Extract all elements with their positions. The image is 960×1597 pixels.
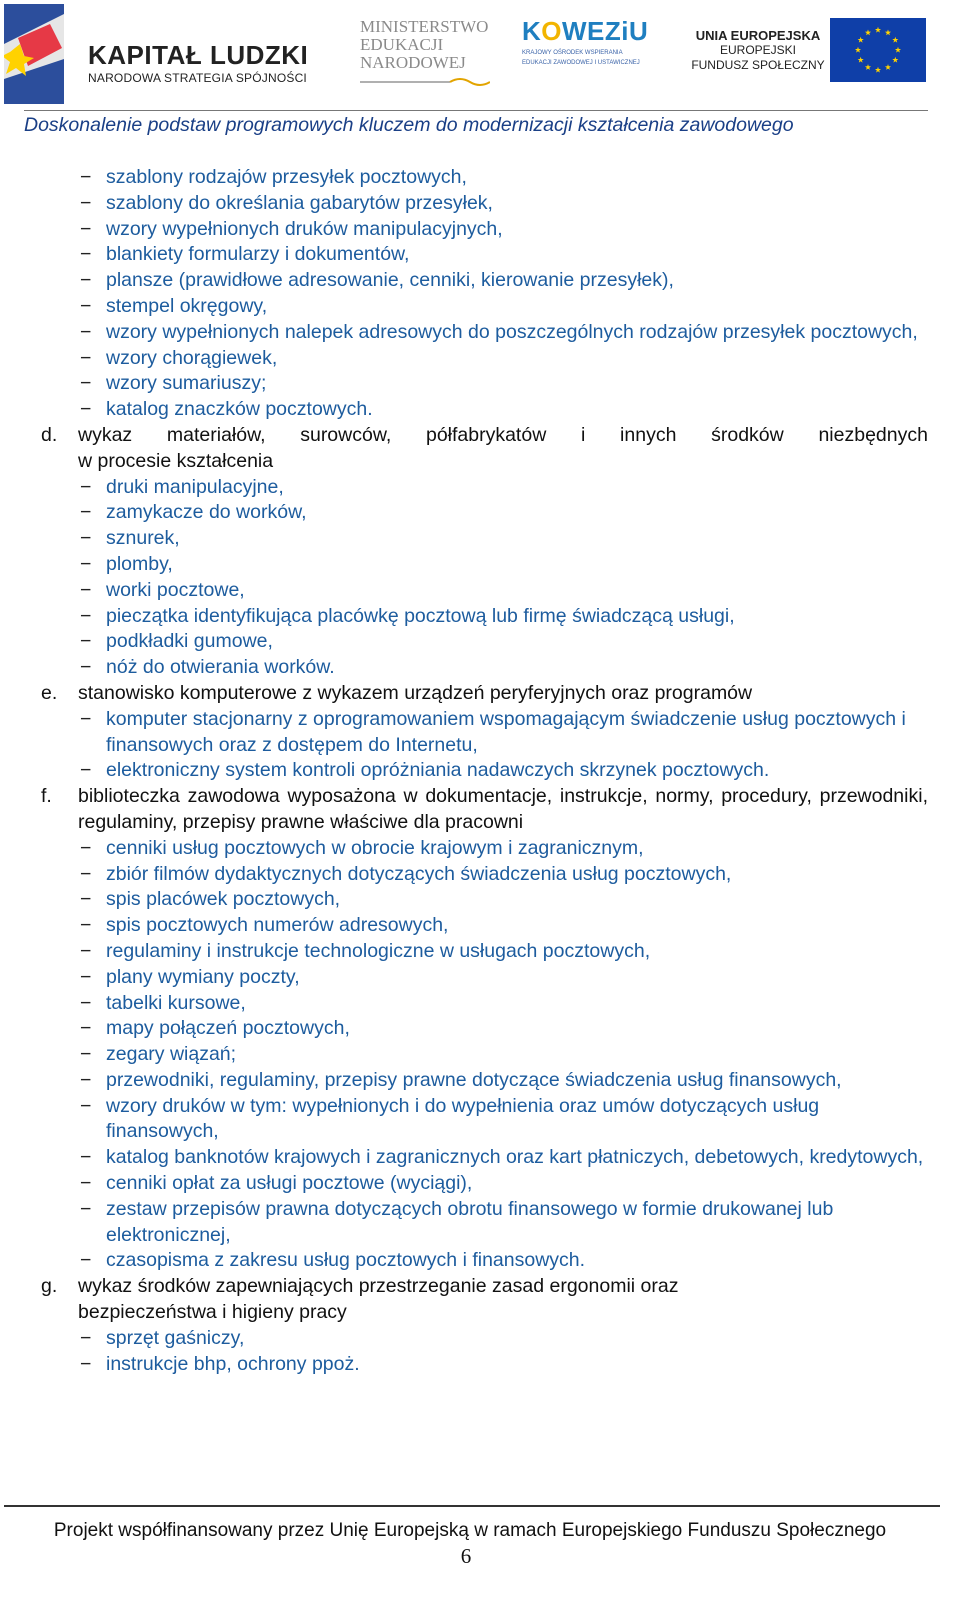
dash-bullet: − [80,707,92,730]
dash-bullet: − [80,991,92,1014]
kowezu-wordmark [522,16,652,47]
list-item-text: wzory sumariuszy; [106,372,267,395]
list-item [36,604,928,630]
document-body [36,165,928,1377]
dash-bullet: − [80,552,92,575]
dash-bullet: − [80,939,92,962]
list-item-text: czasopisma z zakresu usług pocztowych i finansowych. [106,1249,586,1272]
list-item-text: cenniki usług pocztowych w obrocie krajowym i zagranicznym, [106,836,644,859]
list-item [36,578,928,604]
list-item [36,397,928,423]
dash-bullet: − [80,475,92,498]
list-item [36,294,928,320]
list-item [36,1197,928,1249]
list-item-text: plany wymiany poczty, [106,965,300,988]
dash-bullet: − [80,1017,92,1040]
eu-line2: EUROPEJSKI [719,43,797,57]
dash-bullet: − [80,1146,92,1169]
section-g-letter: g. [41,1275,58,1298]
dash-bullet: − [80,527,92,550]
section-g-heading: wykaz środków zapewniających przestrzeganie zasad ergonomii oraz bezpieczeństwa i higieny pracy [78,1275,679,1324]
kowezu-o: O [541,16,563,46]
heading-word: i [581,423,586,446]
list-item-text: sprzęt gaśniczy, [106,1326,245,1349]
dash-bullet: − [80,217,92,240]
list-item-text: mapy połączeń pocztowych, [106,1017,350,1040]
heading-word: materiałów, [166,423,266,446]
section-e-heading: stanowisko komputerowe z wykazem urządzeń peryferyjnych oraz programów [78,681,753,704]
dash-bullet: − [80,166,92,188]
list-item [36,371,928,397]
list-item [36,862,928,888]
list-item [36,1326,928,1352]
dash-bullet: − [80,759,92,782]
list-item [36,1042,928,1068]
list-f-items [36,836,928,1275]
section-d [36,423,928,475]
dash-bullet: − [80,914,92,937]
header-rule [24,110,928,111]
dash-bullet: − [80,604,92,627]
list-item-text: instrukcje bhp, ochrony ppoż. [106,1352,360,1375]
list-e-items [36,707,928,784]
dash-bullet: − [80,656,92,679]
heading-word: innych [620,423,677,446]
list-item [36,913,928,939]
list-item [36,1171,928,1197]
list-item-text: wzory chorągiewek, [106,346,278,369]
list-item [36,991,928,1017]
dash-bullet: − [80,372,92,395]
list-item [36,500,928,526]
list-item-text: zamykacze do worków, [106,501,307,524]
header-logos [0,0,960,136]
list-item [36,475,928,501]
list-d-items [36,475,928,681]
dash-bullet: − [80,1094,92,1117]
list-item [36,887,928,913]
list-item-text: wzory druków w tym: wypełnionych i do wypełnienia oraz umów dotyczących usług finansowych, [106,1094,820,1143]
list-item [36,552,928,578]
kowezu-logo [522,16,652,86]
list-g-items [36,1326,928,1378]
list-item-text: zestaw przepisów prawna dotyczących obrotu finansowego w formie drukowanej lub elektronicznej, [106,1197,834,1246]
section-d-heading-line2: w procesie kształcenia [78,449,274,472]
dash-bullet: − [80,1249,92,1272]
list-item-text: cenniki opłat za usługi pocztowe (wyciągi), [106,1172,473,1195]
dash-bullet: − [80,320,92,343]
list-item-text: plomby, [106,552,173,575]
list-item-text: przewodniki, regulaminy, przepisy prawne dotyczące świadczenia usług finansowych, [106,1068,842,1091]
men-line1: MINISTERSTWO [360,17,489,36]
list-item [36,191,928,217]
list-item [36,526,928,552]
dash-bullet: − [80,501,92,524]
men-swoosh-icon [360,76,490,88]
page-number: 6 [460,1544,472,1568]
list-item [36,165,928,191]
list-item-text: elektroniczny system kontroli opróżniania nadawczych skrzynek pocztowych. [106,759,770,782]
heading-word: środków [711,423,784,446]
list-item-text: katalog znaczków pocztowych. [106,398,373,421]
list-item [36,965,928,991]
eu-flag-icon [830,18,926,82]
kowezu-k: K [522,16,542,46]
list-item-text: katalog banknotów krajowych i zagranicznych oraz kart płatniczych, debetowych, kredytowych, [106,1146,924,1169]
list-item-text: wzory wypełnionych nalepek adresowych do poszczególnych rodzajów przesyłek pocztowych, [106,320,918,343]
section-f-heading: biblioteczka zawodowa wyposażona w dokumentacje, instrukcje, normy, procedury, przewodniki, regulaminy, przepisy prawne właściwe dla pracowni [78,785,928,833]
men-logo [360,18,500,88]
list-item [36,320,928,346]
dash-bullet: − [80,191,92,214]
list-item-text: wzory wypełnionych druków manipulacyjnych, [106,217,503,240]
list-c-items [36,165,928,423]
dash-bullet: − [80,346,92,369]
list-item [36,629,928,655]
list-item-text: blankiety formularzy i dokumentów, [106,243,410,266]
list-item-text: komputer stacjonarny z oprogramowaniem wspomagającym świadczenie usług pocztowych i finansowych oraz z dostępem do Internetu, [106,707,906,756]
list-item-text: zbiór filmów dydaktycznych dotyczących świadczenia usług pocztowych, [106,862,732,885]
list-item [36,268,928,294]
list-item [36,346,928,372]
list-item [36,217,928,243]
section-e [36,681,928,707]
dash-bullet: − [80,836,92,859]
heading-word: wykaz [78,423,133,446]
list-item-text: sznurek, [106,527,180,550]
list-item-text: regulaminy i instrukcje technologiczne w usługach pocztowych, [106,939,651,962]
list-item [36,1016,928,1042]
dash-bullet: − [80,294,92,317]
dash-bullet: − [80,1352,92,1375]
section-f-letter: f. [41,785,52,808]
footer-rule [4,1505,940,1507]
section-f [36,784,928,836]
section-g [36,1274,928,1326]
list-item [36,1145,928,1171]
kapital-ludzki-title: KAPITAŁ LUDZKI [88,40,309,70]
eu-text-logo [688,28,828,88]
dash-bullet: − [80,965,92,988]
section-e-letter: e. [41,681,58,704]
list-item [36,1248,928,1274]
list-item-text: tabelki kursowe, [106,991,246,1014]
dash-bullet: − [80,578,92,601]
list-item-text: stempel okręgowy, [106,294,268,317]
list-item-text: szablony do określania gabarytów przesyłek, [106,191,493,214]
kapital-ludzki-logo [4,4,309,104]
kowezu-sub2: EDUKACJI ZAWODOWEJ I USTAWICZNEJ [522,60,640,66]
dash-bullet: − [80,1326,92,1349]
list-item [36,939,928,965]
list-item-text: spis pocztowych numerów adresowych, [106,914,449,937]
list-item-text: worki pocztowe, [106,578,245,601]
section-d-heading-line1 [78,423,928,449]
list-item-text: podkładki gumowe, [106,630,273,653]
kowezu-rest: WEZiU [562,16,649,46]
kapital-ludzki-subtitle: NARODOWA STRATEGIA SPÓJNOŚCI [88,71,307,85]
kapital-ludzki-mark-icon [4,4,76,104]
dash-bullet: − [80,398,92,421]
list-item [36,655,928,681]
list-item-text: pieczątka identyfikująca placówkę pocztową lub firmę świadczącą usługi, [106,604,735,627]
heading-word: półfabrykatów [425,423,547,446]
list-item-text: druki manipulacyjne, [106,475,284,498]
men-line3: NARODOWEJ [360,53,466,72]
heading-word: surowców, [300,423,392,446]
kowezu-sub1: KRAJOWY OŚRODEK WSPIERANIA [522,50,623,56]
footer-text: Projekt współfinansowany przez Unię Europejską w ramach Europejskiego Funduszu Społecznego [53,1520,887,1541]
list-item-text: plansze (prawidłowe adresowanie, cenniki, kierowanie przesyłek), [106,269,674,292]
list-item [36,1352,928,1378]
dash-bullet: − [80,630,92,653]
list-item-text: zegary wiązań; [106,1043,237,1066]
dash-bullet: − [80,862,92,885]
list-item [36,1094,928,1146]
list-item-text: szablony rodzajów przesyłek pocztowych, [106,166,467,188]
dash-bullet: − [80,1172,92,1195]
list-item [36,707,928,759]
list-item [36,836,928,862]
dash-bullet: − [80,243,92,266]
dash-bullet: − [80,1068,92,1091]
list-item [36,242,928,268]
list-item-text: nóż do otwierania worków. [106,656,335,679]
men-line2: EDUKACJI [360,35,444,54]
list-item [36,1068,928,1094]
eu-line1: UNIA EUROPEJSKA [695,28,821,43]
eu-line3: FUNDUSZ SPOŁECZNY [691,58,825,72]
dash-bullet: − [80,1197,92,1220]
dash-bullet: − [80,269,92,292]
section-d-letter: d. [41,423,58,446]
heading-word: niezbędnych [818,423,928,446]
dash-bullet: − [80,1043,92,1066]
document-title: Doskonalenie podstaw programowych kluczem do modernizacji kształcenia zawodowego [24,114,794,136]
list-item [36,758,928,784]
dash-bullet: − [80,888,92,911]
list-item-text: spis placówek pocztowych, [106,888,341,911]
